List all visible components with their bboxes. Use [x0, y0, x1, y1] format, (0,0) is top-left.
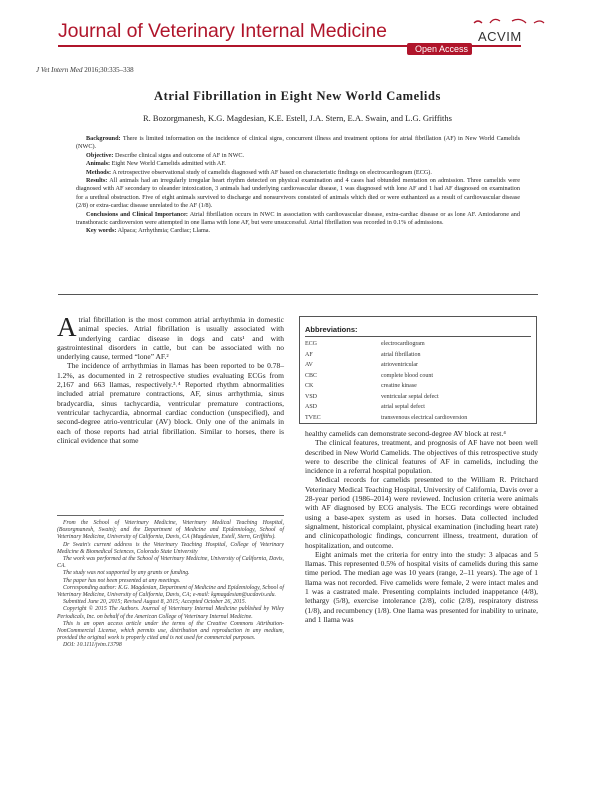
abbreviation-row	[305, 394, 439, 401]
footnotes	[57, 520, 284, 650]
abbreviation: AF	[305, 351, 313, 358]
body-paragraph: The clinical features, treatment, and prognosis of AF have not been well described in New World Camelids. The objectives of this retrospective study were to describe the clinical features of AF in camelids, including the incidence in a referral hospital population.	[305, 438, 538, 476]
footnote: Submitted June 20, 2015; Revised August 8, 2015; Accepted October 26, 2015.	[63, 599, 247, 606]
abbreviation: AV	[305, 362, 313, 368]
abbreviation-definition: creatine kinase	[381, 383, 417, 389]
abstract-rule	[58, 294, 538, 295]
acvim-logo-text: ACVIM	[478, 29, 522, 44]
abstract-objective	[76, 152, 520, 160]
abbreviation-definition: ventricular septal defect	[381, 393, 439, 400]
citation-details: 2016;30:335–338	[84, 66, 134, 74]
abstract-methods	[76, 169, 520, 177]
abstract	[76, 135, 520, 236]
abstract-text: Atrial fibrillation occurs in NWC in association with cardiovascular disease, extra-cardiac disease or as lone AF. Amiodarone and transthoracic cardioversion were attempted in one llama with lone AF, but were unsuccessful. Atrial fibrillation was recorded in 0.1% of admissions.	[76, 210, 520, 227]
citation-journal: J Vet Intern Med	[36, 66, 83, 74]
body-paragraph	[57, 312, 284, 362]
abbreviation: CK	[305, 383, 314, 389]
abbreviation-row	[305, 383, 417, 390]
body-right-column	[305, 429, 538, 624]
abbreviation: ECG	[305, 341, 317, 347]
citation	[36, 66, 134, 74]
footnote-rule	[57, 515, 284, 516]
abstract-background	[76, 135, 520, 152]
abbreviation-definition: electrocardiogram	[381, 341, 425, 347]
abbreviation-row	[305, 341, 425, 348]
abstract-text: There is limited information on the incidence of clinical signs, concurrent illness and treatment options for atrial fibrillation (AF) in New World Camelids (NWC).	[76, 135, 520, 151]
paragraph-text: trial fibrillation is the most common atrial arrhythmia in domestic animal species. Atrial fibrillation is usually associated with underlying cardiac disease in dogs and cats¹ and with gastrointestinal disorders in cattle, but can be associated with no underlying cause, termed “lone” AF.²	[57, 315, 284, 362]
abstract-label: Conclusions and Clinical Importance:	[86, 210, 188, 218]
abbreviation-row	[305, 415, 467, 422]
open-access-badge: Open Access	[407, 43, 472, 55]
footnote: Copyright © 2015 The Authors. Journal of Veterinary Internal Medicine published by Wiley Periodicals, Inc. on behalf of the American College of Veterinary Internal Medicine.	[57, 606, 284, 620]
abstract-results	[76, 177, 520, 211]
abbreviation-row	[305, 404, 425, 411]
footnote: The paper has not been presented at any meetings.	[63, 577, 181, 584]
abstract-label: Results:	[86, 177, 108, 185]
author-list: R. Bozorgmanesh, K.G. Magdesian, K.E. Estell, J.A. Stern, E.A. Swain, and L.G. Griffiths	[143, 113, 452, 123]
abbreviation-definition: atrial fibrillation	[381, 351, 421, 358]
abbreviation: ASD	[305, 404, 318, 410]
footnote: This is an open access article under the terms of the Creative Commons Attribution-NonCommercial License, which permits use, distribution and reproduction in any medium, provided the original work is properly cited and is not used for commercial purposes.	[57, 620, 284, 642]
footnote-doi[interactable]: DOI: 10.1111/jvim.13798	[63, 642, 122, 649]
footnote: Dr Swain's current address is the Veterinary Teaching Hospital, College of Veterinary Medicine & Biomedical Sciences, Colorado State University	[57, 541, 284, 555]
abbreviation-definition: transvenous electrical cardioversion	[381, 414, 468, 421]
body-paragraph: healthy camelids can demonstrate second-degree AV block at rest.⁴	[305, 429, 506, 438]
abstract-text: Describe clinical signs and outcome of AF in NWC.	[115, 151, 245, 159]
body-paragraph: Medical records for camelids presented to the William R. Pritchard Veterinary Medical Teaching Hospital, University of California, Davis over a 28-year period (1986–2014) were reviewed. Inclusion criteria were animals with AF diagnosed by ECG analysis. The ECG recordings were obtained using a base-apex system as used in horses. Data collected included signalment, historical complaint, physical examination (including heart rate) and clinicopathologic findings, concurrent illness, treatment, duration of hospitalization, and outcome.	[305, 475, 538, 550]
drop-cap: A	[57, 312, 77, 342]
abstract-label: Background:	[86, 135, 121, 142]
abbreviation-definition: atrial septal defect	[381, 404, 425, 410]
abstract-label: Animals:	[86, 160, 111, 168]
abstract-text: All animals had an irregularly irregular heart rhythm detected on physical examination and 4 cases had obtunded mentation on admission. Three camelids were diagnosed with AF secondary to oleander intoxication, 3 animals had underlying cardiovascular disease, 1 was diagnosed with lone AF and 1 had AF diagnosed on examination for a urethral obstruction. Five of eight animals survived to discharge and nonsurvivors consisted of animals which died or were euthanized as a result of cardiovascular disease (2/8) or extra-cardiac disease unrelated to the AF (1/8).	[76, 177, 520, 210]
abbreviation-row	[305, 373, 433, 380]
abstract-label: Key words:	[86, 227, 117, 235]
abstract-animals	[76, 160, 520, 168]
abbreviation-row	[305, 352, 421, 359]
article-title: Atrial Fibrillation in Eight New World Camelids	[153, 89, 441, 103]
body-paragraph: Eight animals met the criteria for entry into the study: 3 alpacas and 5 llamas. This represented 0.5% of hospital visits of camelids during this same time period. The median age was 10 years (range, 2–11 years). The age of 1 llama was not recorded. Five camelids were female, 2 were intact males and 1 was a castrated male. Presenting complaints included inappetance (4/8), lethargy (5/8), exercise intolerance (2/8), colic (2/8), respiratory distress (1/8), and recumbency (1/8). One llama was presented for inability to urinate, and 1 llama was	[305, 549, 538, 624]
abbreviation-row	[305, 362, 418, 369]
abstract-text: Eight New World Camelids admitted with AF.	[111, 160, 226, 168]
abbreviation-definition: complete blood count	[381, 372, 433, 379]
abstract-conclusions	[76, 211, 520, 228]
abstract-text: Alpaca; Arrhythmia; Cardiac; Llama.	[117, 227, 211, 235]
body-left-column	[57, 312, 284, 445]
abstract-text: A retrospective observational study of camelids diagnosed with AF based on characteristic findings on electrocardiogram (ECG).	[112, 168, 432, 176]
footnote: The work was performed at the School of Veterinary Medicine, University of California, Davis, CA.	[57, 556, 284, 570]
journal-title: Journal of Veterinary Internal Medicine	[58, 20, 387, 42]
footnote: Corresponding author: K.G. Magdesian, Department of Medicine and Epidemiology, School of Veterinary Medicine, University of California, Davis, CA; e-mail: kgmagdesian@ucdavis.edu.	[57, 584, 285, 599]
abbreviation: CBC	[305, 372, 318, 379]
footnote: The study was not supported by any grants or funding.	[63, 570, 190, 577]
abbreviation-definition: atrioventricular	[381, 362, 418, 368]
abstract-label: Objective:	[86, 151, 114, 159]
abstract-label: Methods:	[86, 168, 112, 176]
abbreviation: TVEC	[305, 414, 321, 421]
abbreviation: VSD	[305, 393, 318, 400]
abbreviations-heading: Abbreviations:	[305, 325, 358, 334]
body-paragraph: The incidence of arrhythmias in llamas has been reported to be 0.78–1.2%, as documented in 2 retrospective studies evaluating ECGs from 2,167 and 663 llamas, respectively.³˒⁴ Reported rhythm abnormalities included atrial premature contractions, AF, sinus arrhythmia, sinus bradycardia, sinus tachycardia, ventricular premature contractions, ventricular tachycardia, abnormal cardiac conduction (unspecified), and second-degree atrio-ventricular (AV) block. Only one of the animals in each of those reports had atrial fibrillation. Similar to horses, there is clinical evidence that some	[57, 361, 284, 445]
abbreviations-rule	[305, 336, 531, 337]
footnote: From the School of Veterinary Medicine, Veterinary Medical Teaching Hospital, (Bozorgmanesh, Swain); and the Department of Medicine and Epidemiology, School of Veterinary Medicine, University of California, Davis, CA (Magdesian, Estell, Stern, Griffiths).	[57, 520, 284, 541]
abstract-keywords	[76, 227, 520, 235]
